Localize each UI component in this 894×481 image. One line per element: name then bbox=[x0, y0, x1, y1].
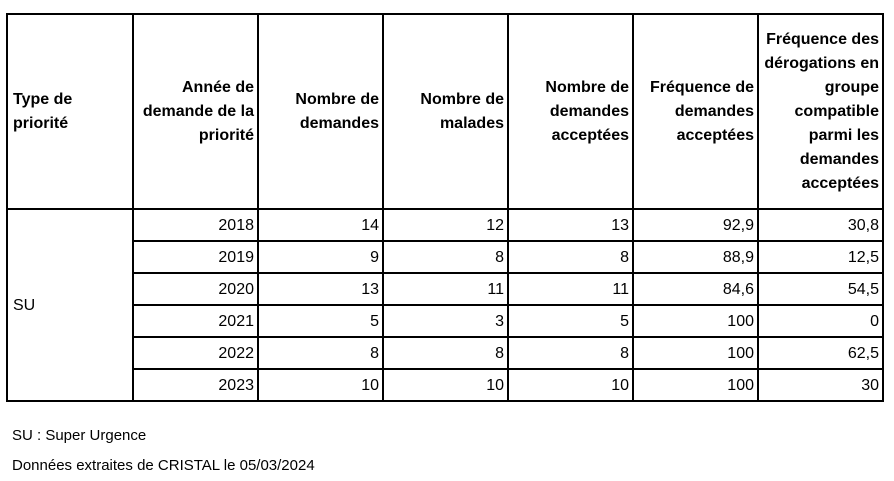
footnotes bbox=[12, 421, 315, 481]
year-cell: 2022 bbox=[133, 337, 258, 369]
freq-derogations-cell: 12,5 bbox=[758, 241, 883, 273]
year-cell: 2023 bbox=[133, 369, 258, 401]
header-frequence-acceptees: Fréquence de demandes acceptées bbox=[633, 14, 758, 209]
legend-note: SU : Super Urgence bbox=[12, 427, 147, 444]
table-row bbox=[7, 369, 883, 401]
table-header-row bbox=[7, 14, 883, 209]
demandes-cell: 13 bbox=[258, 273, 383, 305]
freq-acceptees-cell: 100 bbox=[633, 305, 758, 337]
freq-acceptees-cell: 100 bbox=[633, 337, 758, 369]
freq-derogations-cell: 54,5 bbox=[758, 273, 883, 305]
freq-acceptees-cell: 88,9 bbox=[633, 241, 758, 273]
acceptees-cell: 13 bbox=[508, 209, 633, 241]
header-nombre-demandes: Nombre de demandes bbox=[258, 14, 383, 209]
freq-derogations-cell: 62,5 bbox=[758, 337, 883, 369]
source-note: Données extraites de CRISTAL le 05/03/2024 bbox=[12, 457, 315, 474]
year-cell: 2018 bbox=[133, 209, 258, 241]
type-priorite-cell: SU bbox=[7, 209, 133, 401]
data-table-container bbox=[6, 13, 884, 402]
freq-derogations-cell: 30,8 bbox=[758, 209, 883, 241]
demandes-cell: 8 bbox=[258, 337, 383, 369]
malades-cell: 11 bbox=[383, 273, 508, 305]
header-type-priorite: Type de priorité bbox=[7, 14, 133, 209]
demandes-cell: 10 bbox=[258, 369, 383, 401]
year-cell: 2019 bbox=[133, 241, 258, 273]
freq-derogations-cell: 30 bbox=[758, 369, 883, 401]
header-demandes-acceptees: Nombre de demandes acceptées bbox=[508, 14, 633, 209]
freq-acceptees-cell: 100 bbox=[633, 369, 758, 401]
freq-acceptees-cell: 92,9 bbox=[633, 209, 758, 241]
demandes-cell: 5 bbox=[258, 305, 383, 337]
freq-derogations-cell: 0 bbox=[758, 305, 883, 337]
table-row bbox=[7, 305, 883, 337]
malades-cell: 3 bbox=[383, 305, 508, 337]
acceptees-cell: 8 bbox=[508, 241, 633, 273]
acceptees-cell: 10 bbox=[508, 369, 633, 401]
table-row bbox=[7, 337, 883, 369]
malades-cell: 10 bbox=[383, 369, 508, 401]
acceptees-cell: 8 bbox=[508, 337, 633, 369]
priority-requests-table bbox=[6, 13, 884, 402]
malades-cell: 8 bbox=[383, 241, 508, 273]
demandes-cell: 14 bbox=[258, 209, 383, 241]
table-row bbox=[7, 241, 883, 273]
table-row bbox=[7, 273, 883, 305]
year-cell: 2020 bbox=[133, 273, 258, 305]
header-frequence-derogations: Fréquence des dérogations en groupe compatible parmi les demandes acceptées bbox=[758, 14, 883, 209]
header-annee: Année de demande de la priorité bbox=[133, 14, 258, 209]
malades-cell: 8 bbox=[383, 337, 508, 369]
acceptees-cell: 5 bbox=[508, 305, 633, 337]
malades-cell: 12 bbox=[383, 209, 508, 241]
freq-acceptees-cell: 84,6 bbox=[633, 273, 758, 305]
table-row bbox=[7, 209, 883, 241]
demandes-cell: 9 bbox=[258, 241, 383, 273]
header-nombre-malades: Nombre de malades bbox=[383, 14, 508, 209]
year-cell: 2021 bbox=[133, 305, 258, 337]
acceptees-cell: 11 bbox=[508, 273, 633, 305]
